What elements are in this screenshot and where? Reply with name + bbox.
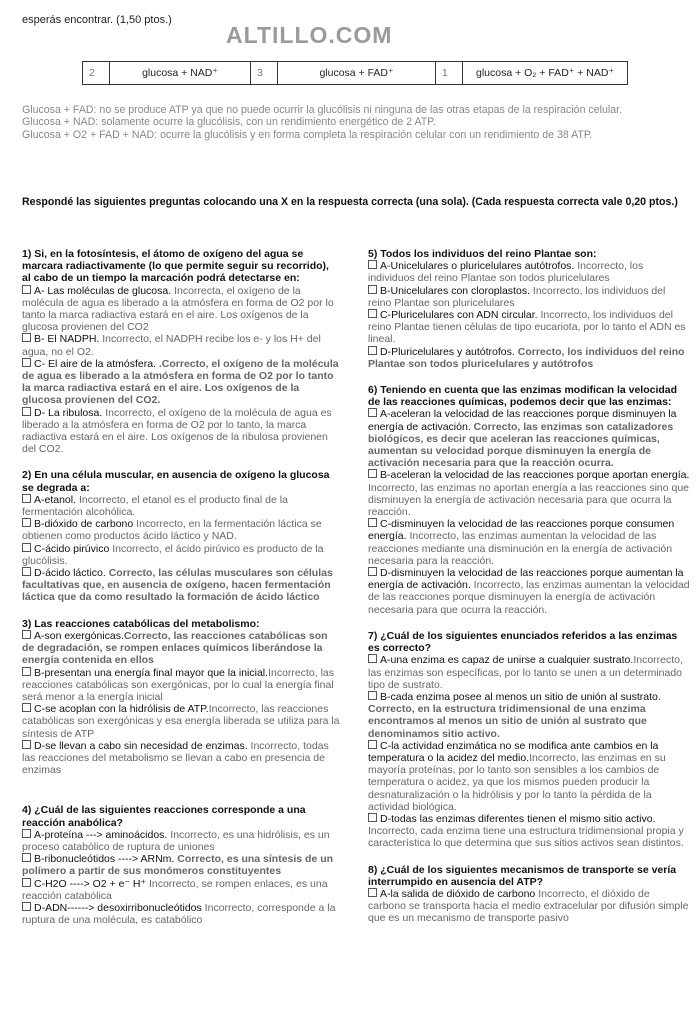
option-feedback-correct: Correcto, en la estructura tridimensional de una enzima encontramos al menos un sitio de unión al sustrato que denominamos sitio activo. [368,703,647,740]
option-label: C-ácido pirúvico [34,542,110,555]
checkbox-icon[interactable] [22,407,31,416]
option-feedback: Incorrecto, el oxígeno de la molécula de agua es liberado a la atmósfera en forma de O2 por lo tanto, la marca radiactiva estará en el aire. Los oxígenos de la ribulosa provienen del CO2. [22,406,332,456]
option-label: B-ribonucleótidos ----> ARNm. [34,853,175,866]
option-label: C-se acoplan con la hidrólisis de ATP. [34,703,209,716]
option-label: D-disminuyen la velocidad de las reacciones porque aumentan la energía de activación. [368,567,684,592]
option-feedback-correct: Correcto, las enzimas son catalizadores biológicos, es decir que aceleran las reacciones químicas, aumentan su velocidad porque disminuyen la energía de activación necesaria para que la reacción ocurra. [368,420,674,470]
option-label: A-proteína ---> aminoácidos. [34,828,168,841]
option-label: D-se llevan a cabo sin necesidad de enzimas. [34,739,248,752]
option-label: C-la actividad enzimática no se modifica ante cambios en la temperatura o la acidez del medio. [368,739,659,764]
table-cell: glucosa + FAD⁺ [278,62,436,85]
question-title: 2) En una célula muscular, en ausencia de oxígeno la glucosa se degrada a: [22,469,330,494]
instruction-text: Respondé las siguientes preguntas colocando una X en la respuesta correcta (una sola). (Cada respuesta correcta vale 0,20 ptos.) [22,196,678,208]
checkbox-icon[interactable] [22,667,31,676]
option-feedback: Incorrecto, el NADPH recibe los e- y los H+ del agua, no el O2. [22,333,321,358]
option-label: D-ácido láctico. [34,567,106,580]
checkbox-icon[interactable] [22,703,31,712]
question-title: 5) Todos los individuos del reino Plantae son: [368,248,597,260]
checkbox-icon[interactable] [368,285,377,294]
option-label: C-Pluricelulares con ADN circular. [380,309,538,322]
option-feedback: Incorrecto, los individuos del reino Plantae son pluricelulares [368,284,666,309]
checkbox-icon[interactable] [22,740,31,749]
option-feedback: Incorrecto, los individuos del reino Plantae son todos pluricelulares [368,260,644,285]
option-feedback: Incorrecta, el oxígeno de la molécula de agua es liberado a la atmósfera en forma de O2 por lo tanto la marca radiactiva estará en el aire. Los oxígenos de la glucosa provienen del CO2 [22,284,334,334]
option-feedback-correct: Correcto, los individuos del reino Plantae son todos pluricelulares y autótrofos [368,345,685,370]
checkbox-icon[interactable] [22,358,31,367]
question-title: 3) Las reacciones catabólicas del metabolismo: [22,617,260,630]
option-label: B-aceleran la velocidad de las reacciones porque aportan energía. [380,469,690,482]
option-feedback: Incorrecto, el dióxido de carbono se transporta hacia el medio extracelular por difusión simple que es un mecanismo de transporte pasivo [368,887,689,925]
checkbox-icon[interactable] [22,543,31,552]
checkbox-icon[interactable] [368,408,377,417]
watermark-logo: ALTILLO.COM [226,22,393,48]
option-label: A-son exergónicas. [34,629,124,642]
option-label: A-una enzima es capaz de unirse a cualquier sustrato. [380,654,634,667]
option-feedback: Incorrecto, los individuos del reino Plantae tienen células de tipo eucariota, por lo tanto el ADN es lineal. [368,309,686,346]
option-feedback: Incorrecto, las enzimas en su mayoría proteínas, por lo tanto son sensibles a los cambios de temperatura o acidez, ya que los mismos pueden producir la desnaturalización o la hidrólisis y por lo tanto la pérdida de la actividad biológica. [368,751,666,813]
question-7 [368,630,690,850]
intro-line: esperás encontrar. (1,50 ptos.) [22,14,172,26]
checkbox-icon[interactable] [368,888,377,897]
right-column [368,248,690,939]
option-feedback: Incorrecto, cada enzima tiene una estructura tridimensional propia y característica lo que determina que sus sitios activos sean distintos. [368,825,684,850]
checkbox-icon[interactable] [368,567,377,576]
table-number: 1 [436,62,463,85]
option-feedback: Incorrecto, las enzimas no aportan energía a las reacciones sino que disminuyen la energía de activación necesaria para que ocurra la reacción. [368,481,690,519]
table-cell: glucosa + O₂ + FAD⁺ + NAD⁺ [463,62,628,85]
option-label: A-aceleran la velocidad de las reacciones porque disminuyen la energía de activación. [368,408,677,433]
question-6 [368,384,690,616]
option-label: B-Unicelulares con cloroplastos. [380,284,530,297]
question-8 [368,864,690,925]
checkbox-icon[interactable] [22,902,31,911]
option-label: B-presentan una energía final mayor que la inicial. [34,666,269,679]
option-label: D-Pluricelulares y autótrofos. [380,345,515,358]
question-3 [22,618,340,777]
option-label: D-todas las enzimas diferentes tienen el mismo sitio activo. [380,812,656,825]
matching-table [82,61,628,85]
checkbox-icon[interactable] [22,630,31,639]
explanations [22,104,692,141]
checkbox-icon[interactable] [368,469,377,478]
explanation-text: Glucosa + O2 + FAD + NAD: ocurre la glucólisis y en forma completa la respiración celular con un rendimiento de 38 ATP. [22,128,593,141]
option-label: A- Las moléculas de glucosa. [34,284,172,297]
option-feedback: Incorrecto, en la fermentación láctica se obtienen como productos ácido láctico y NAD. [22,518,322,543]
checkbox-icon[interactable] [22,853,31,862]
question-1 [22,248,340,455]
checkbox-icon[interactable] [22,494,31,503]
option-label: C-H2O ----> O2 + e⁻ H⁺ [34,877,147,890]
question-title: 8) ¿Cuál de los siguientes mecanismos de transporte se vería interrumpido en ausencia del ATP? [368,863,677,888]
option-label: C-disminuyen la velocidad de las reacciones porque consumen energía. [368,518,675,543]
option-feedback: Incorrecto, el etanol es el producto final de la fermentación alcohólica. [22,493,288,519]
checkbox-icon[interactable] [22,878,31,887]
question-2 [22,469,340,603]
checkbox-icon[interactable] [368,260,377,269]
table-number: 3 [251,62,278,85]
checkbox-icon[interactable] [368,654,377,663]
checkbox-icon[interactable] [22,285,31,294]
option-label: A-Unicelulares o pluricelulares autótrofos. [380,260,575,273]
question-5 [368,248,690,370]
table-row [83,62,628,85]
option-label: D- La ribulosa. [34,406,103,419]
question-title: 4) ¿Cuál de las siguientes reacciones corresponde a una reacción anabólica? [22,804,306,829]
option-feedback: Incorrecto, las enzimas aumentan la velocidad de las reacciones mediante una disminución en la energía de activación necesaria para la reacción. [368,530,673,567]
option-label: B-dióxido de carbono [34,518,134,531]
option-label: C- El aire de la atmósfera. [34,357,156,370]
option-feedback-correct: Correcto, es una síntesis de un polímero a partir de sus monómeros constituyentes [22,853,334,878]
checkbox-icon[interactable] [22,518,31,527]
option-feedback: Incorrecto, las enzimas son específicas, por lo tanto se unen a un determinado tipo de sustrato. [368,654,683,691]
option-feedback: Incorrecto, el ácido pirúvico es producto de la glucólisis. [22,542,324,567]
option-feedback: Incorrecto, corresponde a la ruptura de una molécula, es catabólico [22,901,336,927]
checkbox-icon[interactable] [368,691,377,700]
left-column [22,248,340,940]
explanation-text: Glucosa + FAD: no se produce ATP ya que no puede ocurrir la glucólisis ni ninguna de las otras etapas de la respiración celular. [22,104,622,116]
option-label: D-ADN------> desoxirribonucleótidos [34,901,202,914]
checkbox-icon[interactable] [22,567,31,576]
option-label: B- El NADPH. [34,333,100,346]
question-title: 7) ¿Cuál de los siguientes enunciados referidos a las enzimas es correcto? [368,629,678,655]
option-feedback-correct: Correcto, las células musculares son células facultativas que, en ausencia de oxígeno, hacen fermentación láctica que da como resultado la formación de ácido láctico [22,567,333,604]
checkbox-icon[interactable] [368,346,377,355]
checkbox-icon[interactable] [22,829,31,838]
option-feedback-correct: .Correcto, el oxígeno de la molécula de agua es liberado a la atmósfera en forma de O2 por lo tanto la marca radiactiva estará en el aire. Los oxígenos de la glucosa provienen del CO2. [22,357,339,407]
option-label: A-etanol. [34,493,77,506]
option-feedback-correct: Correcto, las reacciones catabólicas son de degradación, se rompen enlaces químicos liberándose la energía contenida en ellos [22,629,328,667]
explanation-text: Glucosa + NAD: solamente ocurre la glucólisis, con un rendimiento energético de 2 ATP. [22,116,436,129]
option-feedback: Incorrecto, se rompen enlaces, es una reacción catabólica [22,877,328,902]
option-label: B-cada enzima posee al menos un sitio de unión al sustrato. [380,690,661,703]
checkbox-icon[interactable] [368,813,377,822]
checkbox-icon[interactable] [368,309,377,318]
question-title: 1) Si, en la fotosíntesis, el átomo de oxígeno del agua se marcara radiactivamente (lo que permite seguir su recorrido), al cabo de un tiempo la marcación podrá detectarse en: [22,248,329,285]
option-feedback: Incorrecto, es una hidrólisis, es un proceso catabólico de ruptura de uniones [22,828,330,853]
table-cell: glucosa + NAD⁺ [110,62,251,85]
option-feedback: Incorrecto, las reacciones catabólicas son exergónicas y esa energía liberada se utiliza para la síntesis de ATP [22,703,340,740]
option-feedback: Incorrecto, las reacciones catabólicas son exergónicas, por lo cual la energía final será menor a la energía inicial [22,666,335,703]
checkbox-icon[interactable] [368,740,377,749]
question-4 [22,804,340,926]
option-feedback: Incorrecto, todas las reacciones del metabolismo se llevan a cabo en presencia de enzimas [22,739,329,777]
checkbox-icon[interactable] [22,333,31,342]
option-feedback: Incorrecto, las enzimas aumentan la velocidad de las reacciones porque disminuyen la energía de activación necesaria para que ocurra la reacción. [368,579,690,616]
checkbox-icon[interactable] [368,518,377,527]
question-title: 6) Teniendo en cuenta que las enzimas modifican la velocidad de las reacciones químicas, podemos decir que las enzimas: [368,384,678,409]
table-number: 2 [83,62,110,85]
option-label: A-la salida de dióxido de carbono [380,887,536,900]
